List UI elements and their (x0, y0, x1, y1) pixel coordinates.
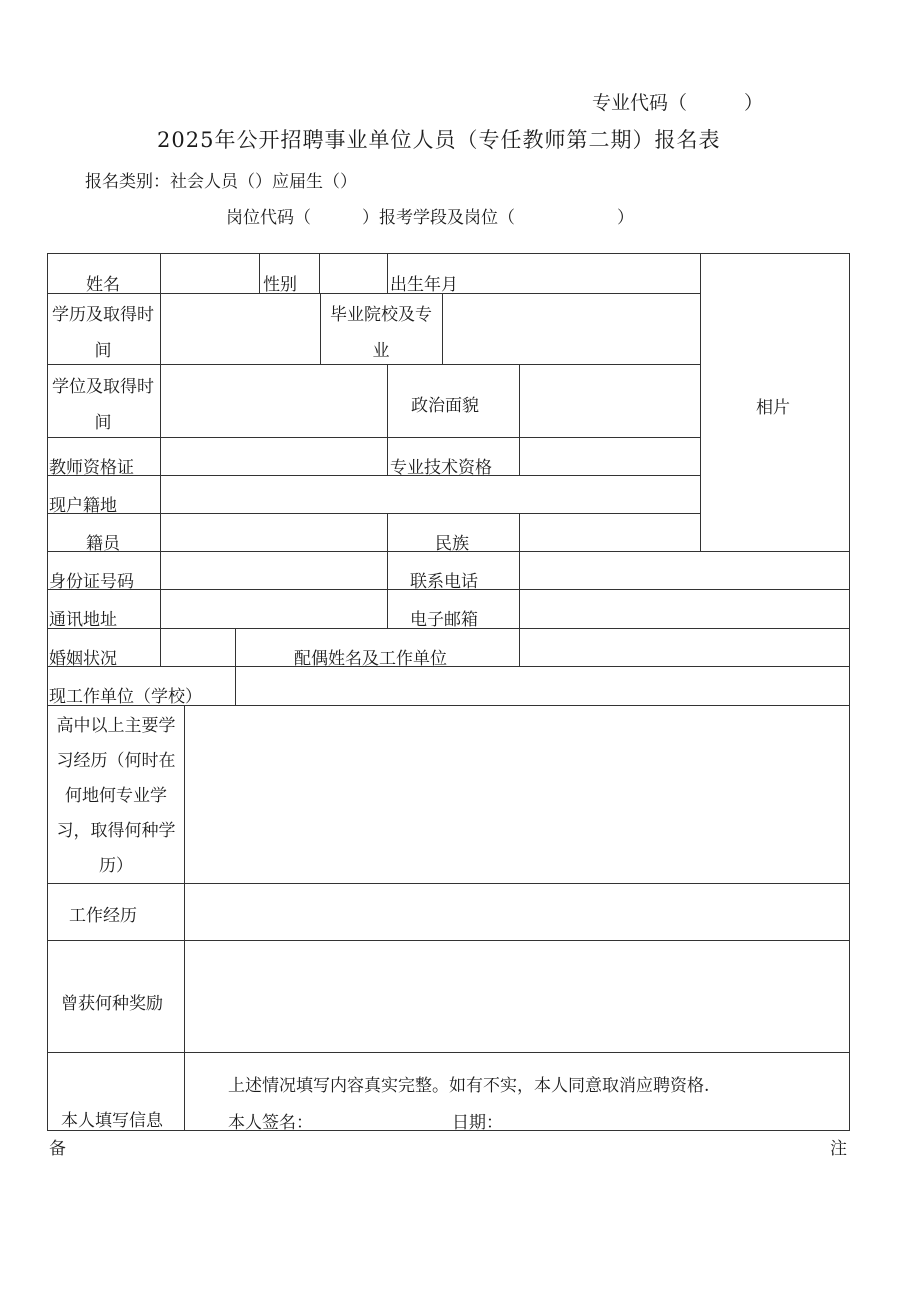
education-field[interactable] (161, 294, 320, 364)
birth-date-field[interactable] (470, 254, 700, 293)
name-label: 姓名 (86, 275, 120, 295)
teacher-certificate-label: 教师资格证 (49, 458, 134, 478)
ethnicity-field[interactable] (520, 514, 700, 551)
spouse-info-field[interactable] (520, 629, 850, 666)
marital-status-label: 婚姻状况 (49, 649, 117, 669)
school-major-label: 毕业院校及专业 (330, 305, 432, 361)
current-employer-label: 现工作单位（学校） (49, 687, 202, 707)
education-label: 学历及取得时间 (52, 305, 154, 361)
teacher-certificate-field[interactable] (161, 438, 387, 475)
native-place-label: 籍员 (86, 534, 120, 554)
spouse-info-label: 配偶姓名及工作单位 (294, 649, 447, 669)
date-field[interactable] (500, 1104, 680, 1128)
address-label: 通讯地址 (49, 610, 117, 630)
study-history-label: 高中以上主要学习经历（何时在何地何专业学习，取得何种学历） (56, 716, 176, 876)
name-field[interactable] (161, 254, 259, 293)
note-right: 注 (830, 1139, 847, 1159)
awards-label: 曾获何种奖励 (61, 994, 163, 1014)
political-status-label: 政治面貌 (411, 396, 479, 416)
form-title: 2025年公开招聘事业单位人员（专任教师第二期）报名表 (157, 128, 721, 152)
marital-status-field[interactable] (161, 629, 235, 666)
political-status-field[interactable] (520, 365, 700, 437)
photo-box[interactable] (701, 254, 850, 551)
note-left: 备 (49, 1139, 66, 1159)
study-history-field[interactable] (185, 706, 850, 883)
technical-qualification-field[interactable] (520, 438, 700, 475)
position-code-line: 岗位代码（ ）报考学段及岗位（ ） (226, 208, 634, 228)
hukou-field[interactable] (161, 476, 700, 513)
email-field[interactable] (520, 590, 850, 628)
photo-label: 相片 (756, 398, 790, 418)
phone-label: 联系电话 (410, 572, 478, 592)
degree-label: 学位及取得时间 (52, 377, 154, 433)
technical-qualification-label: 专业技术资格 (390, 458, 492, 478)
id-number-label: 身份证号码 (49, 572, 134, 592)
gender-label: 性别 (263, 275, 297, 295)
degree-field[interactable] (161, 365, 387, 437)
hukou-label: 现户籍地 (49, 496, 117, 516)
date-label: 日期： (452, 1113, 503, 1133)
signature-field[interactable] (314, 1104, 444, 1128)
work-history-field[interactable] (185, 884, 850, 940)
application-category: 报名类别：社会人员（）应届生（） (85, 172, 357, 192)
school-major-field[interactable] (443, 294, 700, 364)
major-code-label: 专业代码（ ） (592, 92, 764, 114)
birth-date-label: 出生年月 (390, 275, 458, 295)
signature-label: 本人签名： (228, 1113, 313, 1133)
ethnicity-label: 民族 (435, 534, 469, 554)
gender-field[interactable] (320, 254, 387, 293)
work-history-label: 工作经历 (69, 906, 137, 926)
id-number-field[interactable] (161, 552, 387, 589)
declaration-text: 上述情况填写内容真实完整。如有不实，本人同意取消应聘资格. (228, 1076, 710, 1096)
awards-field[interactable] (185, 941, 850, 1052)
phone-field[interactable] (520, 552, 850, 589)
self-fill-label: 本人填写信息 (61, 1111, 163, 1131)
address-field[interactable] (161, 590, 387, 628)
email-label: 电子邮箱 (410, 610, 478, 630)
current-employer-field[interactable] (236, 667, 850, 705)
native-place-field[interactable] (161, 514, 387, 551)
